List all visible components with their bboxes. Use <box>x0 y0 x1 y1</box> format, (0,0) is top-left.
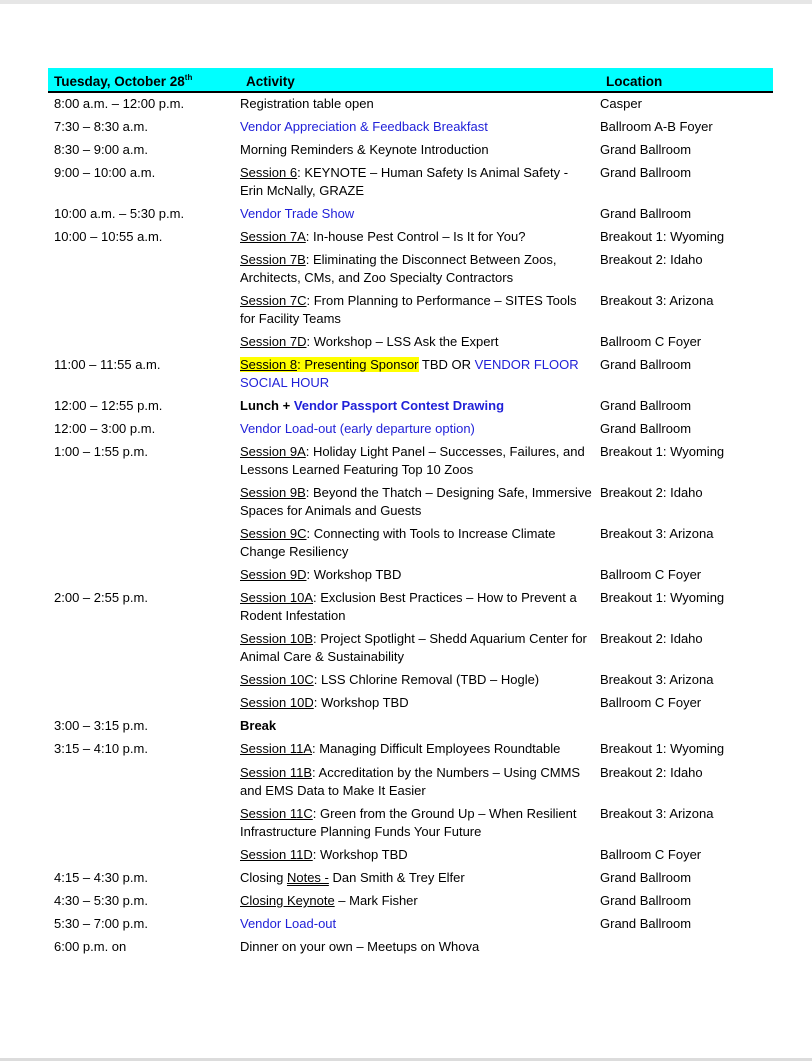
activity-text: : Eliminating the Disconnect Between Zoos, Architects, CMs, and Zoo Specialty Contractors <box>240 252 557 285</box>
session-link: Session 7A <box>240 229 306 244</box>
activity-cell <box>240 418 600 441</box>
activity-blue-bold: Vendor Passport Contest Drawing <box>293 398 505 413</box>
location-cell: Ballroom A-B Foyer <box>600 119 713 134</box>
activity-text: : Accreditation by the Numbers – Using CMMS and EMS Data to Make It Easier <box>240 765 581 798</box>
table-row <box>48 203 773 226</box>
activity-text: TBD OR <box>418 357 475 372</box>
location-cell: Ballroom C Foyer <box>600 567 702 582</box>
session-link: Session 11B <box>240 765 313 780</box>
activity-cell <box>240 331 600 354</box>
location-cell: Breakout 1: Wyoming <box>600 741 725 756</box>
time-cell <box>48 628 240 669</box>
activity-text: Vendor Load-out <box>240 916 337 931</box>
time-cell <box>48 762 240 803</box>
time-cell: 12:00 – 3:00 p.m. <box>54 421 156 436</box>
header-activity: Activity <box>246 74 295 89</box>
location-cell: Grand Ballroom <box>600 916 692 931</box>
table-row <box>48 738 773 762</box>
table-row <box>48 867 773 890</box>
time-cell <box>48 669 240 692</box>
table-row <box>48 93 773 116</box>
location-cell <box>600 715 773 738</box>
activity-cell <box>240 913 600 936</box>
activity-bold: Break <box>240 718 277 733</box>
activity-cell <box>240 162 600 203</box>
activity-cell <box>240 523 600 564</box>
table-row <box>48 418 773 441</box>
time-cell <box>48 692 240 715</box>
activity-text: : Beyond the Thatch – Designing Safe, Immersive Spaces for Animals and Guests <box>240 485 592 518</box>
time-cell: 3:00 – 3:15 p.m. <box>54 718 148 733</box>
header-date: Tuesday, October 28th <box>54 73 193 89</box>
location-cell: Breakout 2: Idaho <box>600 485 703 500</box>
activity-text: : Workshop TBD <box>313 695 409 710</box>
session-link: Session 9B <box>240 485 306 500</box>
activity-bold: Lunch + <box>240 398 294 413</box>
time-cell: 5:30 – 7:00 p.m. <box>54 916 148 931</box>
location-cell: Breakout 2: Idaho <box>600 631 703 646</box>
time-cell: 8:00 a.m. – 12:00 p.m. <box>54 96 185 111</box>
activity-text: : From Planning to Performance – SITES Tools for Facility Teams <box>240 293 577 326</box>
activity-cell <box>240 669 600 692</box>
session-link: Session 10C <box>240 672 314 687</box>
activity-cell <box>240 395 600 418</box>
activity-text: : Green from the Ground Up – When Resilient Infrastructure Planning Funds Your Future <box>240 806 577 839</box>
activity-text: : Project Spotlight – Shedd Aquarium Center for Animal Care & Sustainability <box>240 631 587 664</box>
activity-text: Vendor Load-out (early departure option) <box>240 421 475 436</box>
time-cell <box>48 290 240 331</box>
table-row <box>48 803 773 844</box>
table-row <box>48 441 773 482</box>
activity-cell <box>240 203 600 226</box>
table-row <box>48 162 773 203</box>
time-cell: 7:30 – 8:30 a.m. <box>54 119 148 134</box>
table-row <box>48 564 773 587</box>
activity-cell <box>240 692 600 715</box>
activity-text: : Exclusion Best Practices – How to Prevent a Rodent Infestation <box>240 590 577 623</box>
location-cell: Breakout 3: Arizona <box>600 806 714 821</box>
location-cell: Breakout 1: Wyoming <box>600 229 725 244</box>
activity-prefix: Closing <box>240 870 287 885</box>
activity-cell <box>240 803 600 844</box>
time-cell: 8:30 – 9:00 a.m. <box>54 142 148 157</box>
activity-text: Morning Reminders & Keynote Introduction <box>240 142 489 157</box>
location-cell: Breakout 3: Arizona <box>600 526 714 541</box>
location-cell <box>600 936 773 959</box>
activity-text: : Workshop TBD <box>306 567 402 582</box>
activity-cell <box>240 93 600 116</box>
activity-cell <box>240 441 600 482</box>
activity-cell <box>240 116 600 139</box>
location-cell: Grand Ballroom <box>600 142 692 157</box>
activity-text: : Workshop TBD <box>312 847 408 862</box>
session-link: Notes - <box>286 870 329 885</box>
session-link: Session 7D <box>240 334 307 349</box>
table-row <box>48 715 773 738</box>
table-row <box>48 116 773 139</box>
session-link: Session 6 <box>240 165 298 180</box>
header-location: Location <box>606 74 663 89</box>
activity-cell <box>240 139 600 162</box>
time-cell: 6:00 p.m. on <box>54 939 127 954</box>
activity-text: : Workshop – LSS Ask the Expert <box>306 334 499 349</box>
table-header <box>48 68 773 93</box>
activity-cell <box>240 936 600 959</box>
activity-text: Dan Smith & Trey Elfer <box>328 870 465 885</box>
time-cell: 4:30 – 5:30 p.m. <box>54 893 148 908</box>
session-link: Closing Keynote <box>240 893 335 908</box>
table-row <box>48 890 773 913</box>
activity-cell <box>240 890 600 913</box>
location-cell: Breakout 1: Wyoming <box>600 444 725 459</box>
location-cell: Breakout 3: Arizona <box>600 672 714 687</box>
table-row <box>48 628 773 669</box>
time-cell <box>48 482 240 523</box>
session-link: Session 11D <box>240 847 313 862</box>
activity-text: : LSS Chlorine Removal (TBD – Hogle) <box>313 672 540 687</box>
schedule-table <box>48 68 773 959</box>
activity-text: Registration table open <box>240 96 374 111</box>
time-cell: 4:15 – 4:30 p.m. <box>54 870 148 885</box>
activity-cell <box>240 762 600 803</box>
activity-cell <box>240 867 600 890</box>
time-cell <box>48 803 240 844</box>
activity-text: : Connecting with Tools to Increase Climate Change Resiliency <box>240 526 556 559</box>
location-cell: Ballroom C Foyer <box>600 334 702 349</box>
time-cell: 10:00 – 10:55 a.m. <box>54 229 163 244</box>
location-cell: Breakout 2: Idaho <box>600 765 703 780</box>
location-cell: Breakout 3: Arizona <box>600 293 714 308</box>
session-link: Session 7B <box>240 252 306 267</box>
top-edge <box>0 0 812 4</box>
time-cell: 11:00 – 11:55 a.m. <box>54 357 161 372</box>
location-cell: Breakout 2: Idaho <box>600 252 703 267</box>
activity-cell <box>240 249 600 290</box>
table-row <box>48 395 773 418</box>
table-row <box>48 762 773 803</box>
time-cell <box>48 331 240 354</box>
table-row <box>48 523 773 564</box>
session-link: Session 10B <box>240 631 313 646</box>
schedule-rows <box>48 93 773 959</box>
session-link: Session 7C <box>240 293 307 308</box>
sponsor-highlight: : Presenting Sponsor <box>297 357 419 372</box>
location-cell: Ballroom C Foyer <box>600 847 702 862</box>
activity-cell <box>240 226 600 249</box>
location-cell: Casper <box>600 96 642 111</box>
table-row <box>48 290 773 331</box>
location-cell: Grand Ballroom <box>600 421 692 436</box>
table-row <box>48 482 773 523</box>
activity-blue: VENDOR FLOOR SOCIAL HOUR <box>240 357 579 390</box>
session-link: Session 8 <box>240 357 298 372</box>
time-cell: 2:00 – 2:55 p.m. <box>54 590 148 605</box>
activity-text: : In-house Pest Control – Is It for You? <box>305 229 526 244</box>
time-cell: 12:00 – 12:55 p.m. <box>54 398 163 413</box>
session-link: Session 11A <box>240 741 313 756</box>
time-cell <box>48 523 240 564</box>
time-cell <box>48 564 240 587</box>
activity-cell <box>240 354 600 395</box>
time-cell: 10:00 a.m. – 5:30 p.m. <box>54 206 185 221</box>
location-cell: Grand Ballroom <box>600 206 692 221</box>
location-cell: Breakout 1: Wyoming <box>600 590 725 605</box>
session-link: Session 10D <box>240 695 314 710</box>
table-row <box>48 936 773 959</box>
location-cell: Grand Ballroom <box>600 398 692 413</box>
session-link: Session 9D <box>240 567 307 582</box>
time-cell: 3:15 – 4:10 p.m. <box>54 741 148 756</box>
activity-cell <box>240 564 600 587</box>
table-row <box>48 669 773 692</box>
table-row <box>48 331 773 354</box>
time-cell <box>48 249 240 290</box>
activity-cell <box>240 844 600 867</box>
activity-text: : KEYNOTE – Human Safety Is Animal Safety - Erin McNally, GRAZE <box>240 165 569 198</box>
location-cell: Grand Ballroom <box>600 165 692 180</box>
activity-cell <box>240 482 600 523</box>
location-cell: Grand Ballroom <box>600 870 692 885</box>
session-link: Session 9C <box>240 526 307 541</box>
activity-cell <box>240 587 600 628</box>
table-row <box>48 354 773 395</box>
activity-cell <box>240 290 600 331</box>
session-link: Session 11C <box>240 806 313 821</box>
activity-cell <box>240 628 600 669</box>
activity-text: Vendor Appreciation & Feedback Breakfast <box>240 119 488 134</box>
location-cell: Ballroom C Foyer <box>600 695 702 710</box>
session-link: Session 10A <box>240 590 313 605</box>
activity-text: : Holiday Light Panel – Successes, Failures, and Lessons Learned Featuring Top 10 Zoos <box>240 444 585 477</box>
table-row <box>48 139 773 162</box>
location-cell: Grand Ballroom <box>600 357 692 372</box>
activity-text: – Mark Fisher <box>334 893 418 908</box>
time-cell <box>48 844 240 867</box>
table-row <box>48 844 773 867</box>
session-link: Session 9A <box>240 444 306 459</box>
activity-text: Dinner on your own – Meetups on Whova <box>240 939 480 954</box>
activity-text: : Managing Difficult Employees Roundtable <box>312 741 561 756</box>
table-row <box>48 913 773 936</box>
table-row <box>48 587 773 628</box>
activity-text: Vendor Trade Show <box>240 206 355 221</box>
activity-cell <box>240 715 600 738</box>
table-row <box>48 249 773 290</box>
location-cell: Grand Ballroom <box>600 893 692 908</box>
activity-cell <box>240 738 600 762</box>
time-cell: 9:00 – 10:00 a.m. <box>54 165 156 180</box>
table-row <box>48 692 773 715</box>
table-row <box>48 226 773 249</box>
time-cell: 1:00 – 1:55 p.m. <box>54 444 148 459</box>
